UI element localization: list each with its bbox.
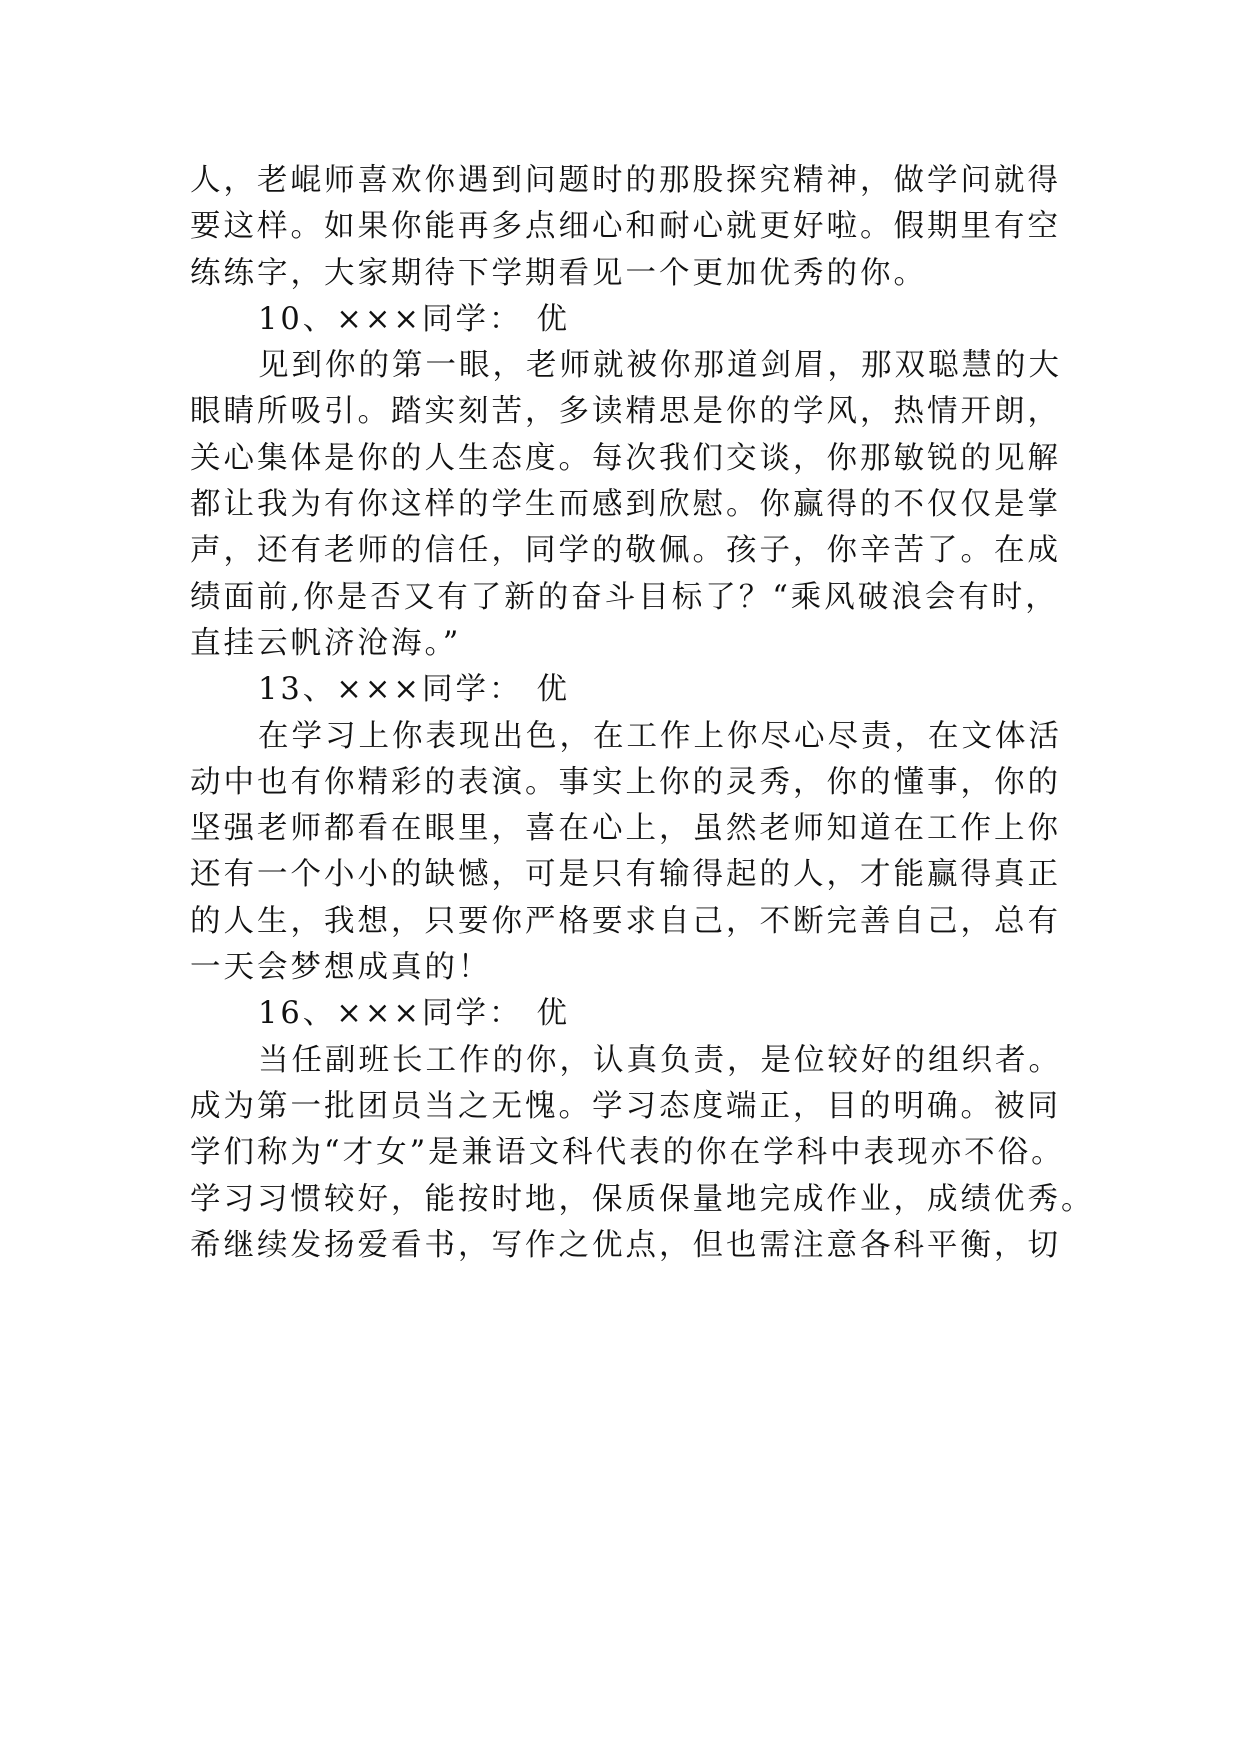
text-line: 要这样。如果你能再多点细心和耐心就更好啦。假期里有空: [190, 209, 1061, 245]
paragraph-continuation: [190, 158, 1061, 297]
text-line: 练练字，大家期待下学期看见一个更加优秀的你。: [190, 255, 927, 291]
text-line: 的人生，我想，只要你严格要求自己，不断完善自己，总有: [190, 903, 1061, 939]
student-label: 10、×××同学：: [258, 301, 523, 337]
entry-heading-10: [190, 297, 1058, 343]
text-line: 动中也有你精彩的表演。事实上你的灵秀，你的懂事，你的: [190, 764, 1061, 800]
text-line: 眼睛所吸引。踏实刻苦，多读精思是你的学风，热情开朗，: [190, 394, 1061, 430]
text-line: 还有一个小小的缺憾，可是只有输得起的人，才能赢得真正: [190, 857, 1061, 893]
text-line: 见到你的第一眼，老师就被你那道剑眉，那双聪慧的大: [258, 348, 1062, 384]
text-line: 学习习惯较好，能按时地，保质保量地完成作业，成绩优秀。: [190, 1181, 1095, 1217]
text-line: 都让我为有你这样的学生而感到欣慰。你赢得的不仅仅是掌: [190, 487, 1061, 523]
text-line: 坚强老师都看在眼里，喜在心上，虽然老师知道在工作上你: [190, 811, 1061, 847]
text-line: 直挂云帆济沧海。”: [190, 625, 462, 661]
text-line: 希继续发扬爱看书，写作之优点，但也需注意各科平衡，切: [190, 1227, 1061, 1263]
student-label: 16、×××同学：: [258, 996, 523, 1032]
text-line: 关心集体是你的人生态度。每次我们交谈，你那敏锐的见解: [190, 440, 1061, 476]
text-line: 学们称为“才女”是兼语文科代表的你在学科中表现亦不俗。: [190, 1135, 1065, 1171]
text-line: 成为第一批团员当之无愧。学习态度端正，目的明确。被同: [190, 1088, 1061, 1124]
entry-comment-16: [190, 1038, 1095, 1269]
text-line: 当任副班长工作的你，认真负责，是位较好的组织者。: [258, 1042, 1062, 1078]
entry-comment-13: [190, 714, 1062, 992]
text-line: 绩面前,你是否又有了新的奋斗目标了？“乘风破浪会有时，: [190, 579, 1059, 615]
entry-comment-10: [190, 343, 1062, 667]
text-line: 人，老崐师喜欢你遇到问题时的那股探究精神，做学问就得: [190, 163, 1061, 198]
text-line: 在学习上你表现出色，在工作上你尽心尽责，在文体活: [258, 718, 1062, 754]
text-line: 声，还有老师的信任，同学的敬佩。孩子，你辛苦了。在成: [190, 533, 1061, 569]
student-label: 13、×××同学：: [258, 672, 523, 708]
grade-label: 优: [536, 996, 570, 1032]
grade-label: 优: [536, 301, 570, 337]
entry-heading-16: [190, 991, 1058, 1037]
entry-heading-13: [190, 667, 1058, 713]
document-body: [190, 158, 1095, 1269]
text-line: 一天会梦想成真的！: [190, 950, 492, 986]
grade-label: 优: [536, 672, 570, 708]
